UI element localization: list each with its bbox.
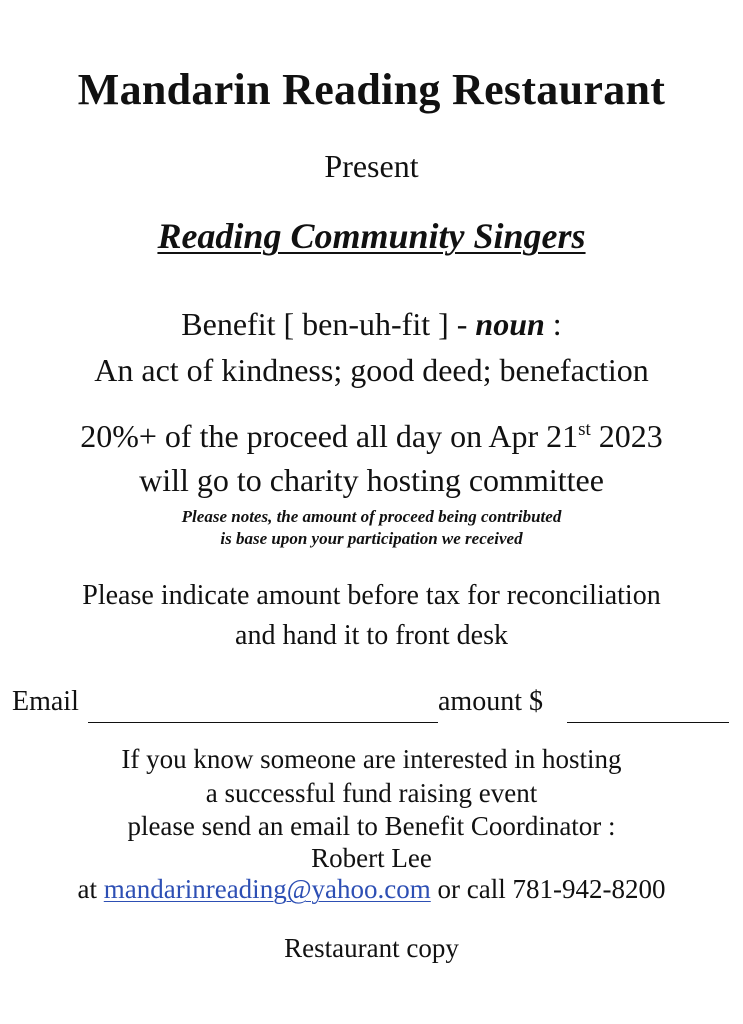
definition-meaning: An act of kindness; good deed; benefaction — [94, 352, 649, 388]
ordinal-suffix: st — [578, 419, 591, 440]
proceeds-year: 2023 — [590, 418, 663, 454]
definition-colon: : — [544, 306, 562, 342]
present-label: Present — [324, 148, 419, 184]
at-prefix: at — [77, 874, 104, 904]
amount-field[interactable] — [567, 722, 729, 723]
contact-email-line — [0, 874, 743, 905]
note-line-2: is base upon your participation we received — [220, 529, 523, 548]
amount-label: amount $ — [438, 686, 543, 717]
email-field[interactable] — [88, 722, 438, 723]
email-label: Email — [12, 686, 79, 717]
phone-text: or call 781-942-8200 — [430, 874, 666, 904]
contact-line-3: please send an email to Benefit Coordinator : — [127, 811, 616, 841]
note-line-1: Please notes, the amount of proceed being contributed — [181, 507, 562, 526]
definition-headword — [0, 306, 743, 343]
restaurant-title: Mandarin Reading Restaurant — [77, 65, 666, 114]
proceeds-line-1 — [0, 418, 743, 455]
instruction-line-1: Please indicate amount before tax for reconciliation — [82, 580, 661, 611]
proceeds-text: 20%+ of the proceed all day on Apr 21 — [80, 418, 579, 454]
participation-form-row — [12, 686, 730, 726]
contact-line-2: a successful fund raising event — [205, 778, 538, 808]
proceeds-line-2: will go to charity hosting committee — [139, 462, 604, 498]
instruction-line-2: and hand it to front desk — [235, 620, 508, 651]
contact-line-1: If you know someone are interested in hosting — [121, 744, 622, 774]
definition-word: Benefit [ ben-uh-fit ] - — [181, 306, 476, 342]
definition-part-of-speech: noun — [475, 306, 545, 342]
copy-label: Restaurant copy — [284, 933, 459, 963]
event-name: Reading Community Singers — [157, 216, 586, 256]
coordinator-name: Robert Lee — [311, 843, 432, 873]
email-link[interactable]: mandarinreading@yahoo.com — [103, 874, 431, 904]
